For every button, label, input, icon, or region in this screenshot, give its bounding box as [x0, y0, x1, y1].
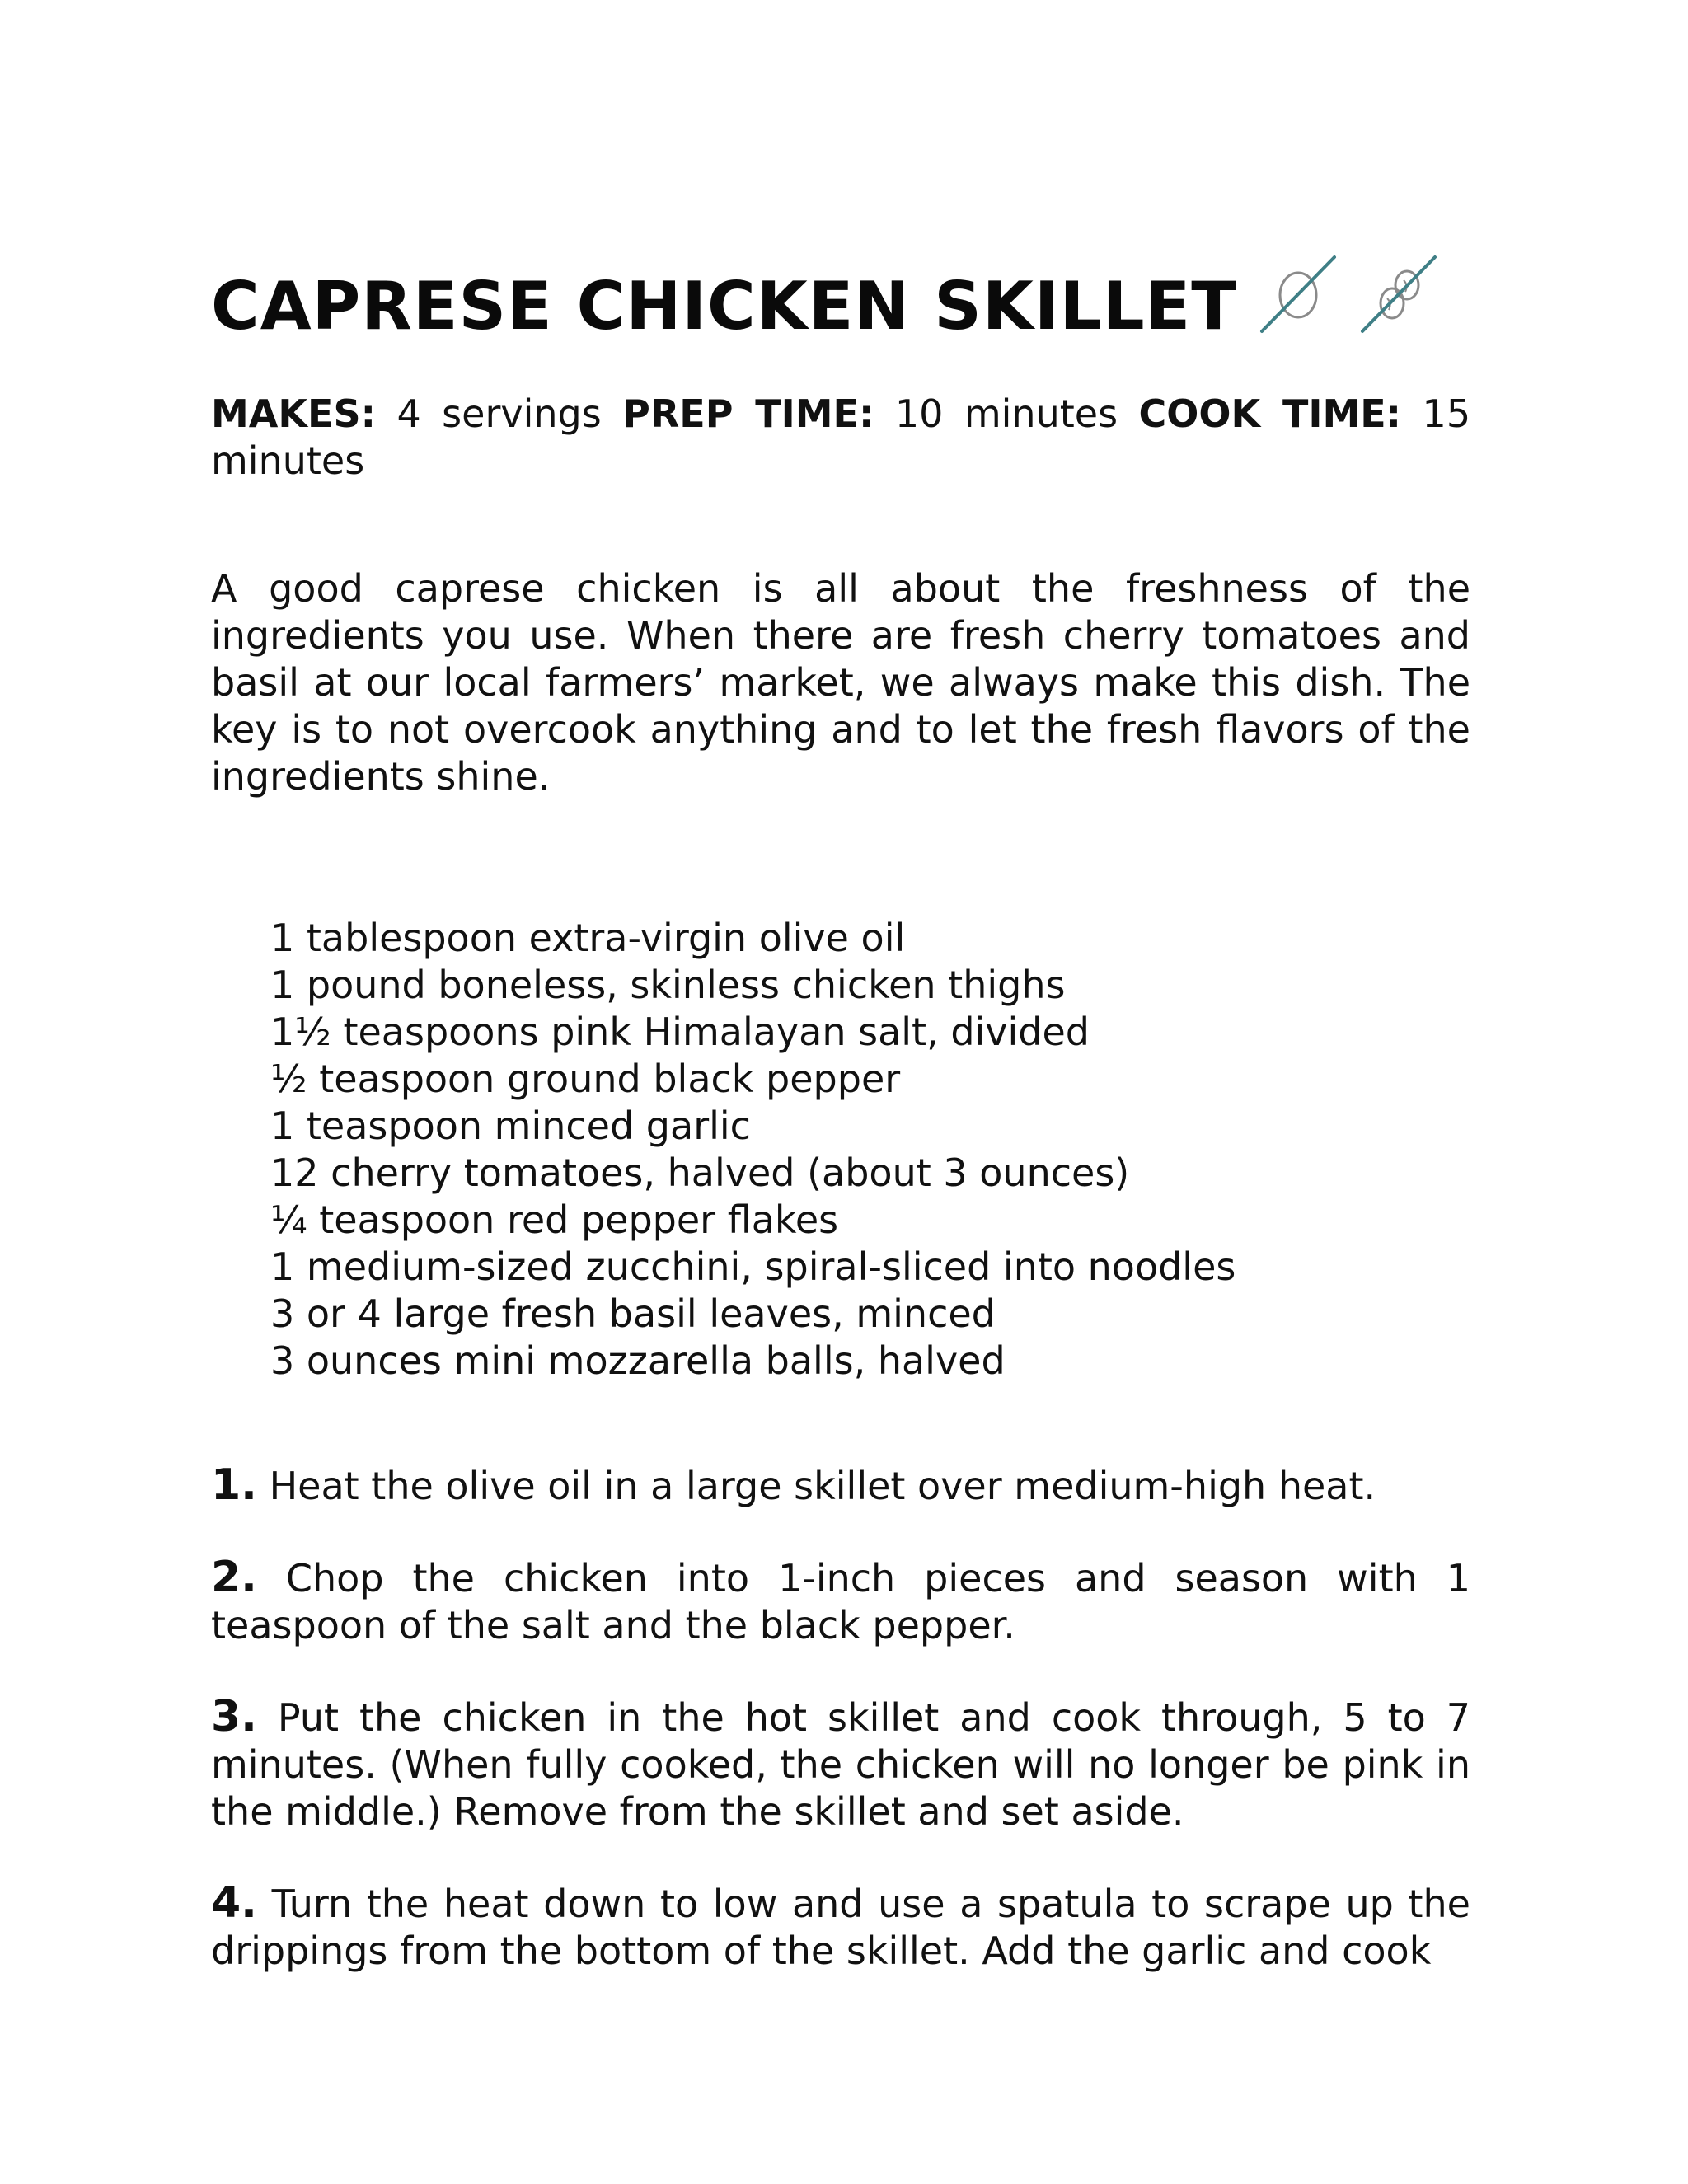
direction-step: [211, 1554, 1470, 1649]
ingredient-item: 1 tablespoon extra-virgin olive oil: [270, 916, 906, 960]
recipe-title: CAPRESE CHICKEN SKILLET: [211, 268, 1237, 344]
step-text: Heat the olive oil in a large skillet over medium-high heat.: [269, 1464, 1376, 1508]
step-number: 2.: [211, 1553, 257, 1602]
makes-value: 4 servings: [396, 391, 602, 436]
ingredient-item: 1 teaspoon minced garlic: [270, 1104, 751, 1148]
direction-step: [211, 1694, 1470, 1835]
direction-steps: [211, 1462, 1470, 2019]
cook-time-label: COOK TIME:: [1138, 391, 1402, 436]
recipe-page: [211, 0, 1470, 2184]
nut-free-icon: [1356, 252, 1442, 338]
ingredient-item: 1½ teaspoons pink Himalayan salt, divided: [270, 1010, 1090, 1054]
step-number: 1.: [211, 1460, 257, 1510]
ingredient-item: 12 cherry tomatoes, halved (about 3 ounces): [270, 1151, 1130, 1195]
diet-icons: [1255, 252, 1442, 338]
cook-time-value: 15 minutes: [211, 391, 1471, 483]
dairy-free-icon: [1255, 252, 1341, 338]
step-text: Put the chicken in the hot skillet and cook through, 5 to 7 minutes. (When fully cooked, the chicken will no longer be pink in the middle.) Remove from the skillet and set aside.: [211, 1695, 1470, 1834]
ingredient-item: 1 medium-sized zucchini, spiral-sliced into noodles: [270, 1244, 1236, 1289]
ingredient-item: 1 pound boneless, skinless chicken thighs: [270, 963, 1066, 1007]
ingredient-item: 3 ounces mini mozzarella balls, halved: [270, 1338, 1006, 1383]
direction-step: [211, 1462, 1470, 1510]
prep-time-value: 10 minutes: [894, 391, 1118, 436]
ingredient-item: ¼ teaspoon red pepper flakes: [270, 1197, 839, 1242]
ingredient-item: ½ teaspoon ground black pepper: [270, 1057, 901, 1101]
title-row: [211, 247, 1442, 346]
makes-label: MAKES:: [211, 391, 376, 436]
step-text: Turn the heat down to low and use a spatula to scrape up the drippings from the bottom of the skillet. Add the garlic and cook: [211, 1882, 1470, 1973]
step-number: 3.: [211, 1692, 257, 1741]
recipe-meta: [211, 391, 1470, 485]
step-text: Chop the chicken into 1-inch pieces and season with 1 teaspoon of the salt and the black pepper.: [211, 1556, 1470, 1647]
recipe-intro: A good caprese chicken is all about the freshness of the ingredients you use. When there are fresh cherry tomatoes and basil at our local farmers’ market, we always make this dish. The key is to not overcook anything and to let the fresh flavors of the ingredients shine.: [211, 566, 1470, 799]
ingredient-item: 3 or 4 large fresh basil leaves, minced: [270, 1291, 996, 1336]
direction-step: [211, 1880, 1470, 1975]
step-number: 4.: [211, 1878, 257, 1928]
prep-time-label: PREP TIME:: [622, 391, 874, 436]
ingredient-list: [270, 915, 1236, 1385]
